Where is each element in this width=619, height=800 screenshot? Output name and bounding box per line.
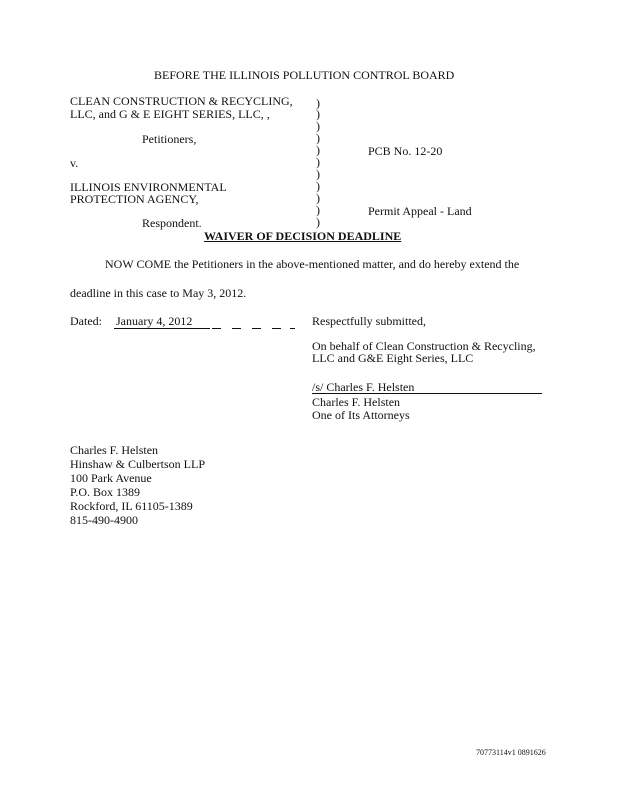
respondent-line-2: PROTECTION AGENCY, (70, 192, 199, 206)
on-behalf-line-2: LLC and G&E Eight Series, LLC (312, 351, 474, 365)
signature-line (312, 393, 542, 394)
address-line-5: Rockford, IL 61105-1389 (70, 499, 193, 513)
date-underline (114, 328, 210, 329)
versus-label: v. (70, 156, 79, 170)
caption-paren: ) (316, 107, 320, 121)
address-line-3: 100 Park Avenue (70, 471, 152, 485)
respondent-label: Respondent. (142, 216, 202, 230)
caption-paren: ) (316, 191, 320, 205)
caption-paren: ) (316, 179, 320, 193)
document-id: 70773114v1 0891626 (476, 748, 546, 757)
caption-paren: ) (316, 131, 320, 145)
date-dash (272, 328, 281, 329)
date-dash (290, 328, 295, 329)
address-line-1: Charles F. Helsten (70, 443, 159, 457)
petitioners-label: Petitioners, (142, 132, 197, 146)
dated-label: Dated: (70, 314, 102, 328)
signer-name: Charles F. Helsten (312, 395, 401, 409)
signer-role: One of Its Attorneys (312, 408, 410, 422)
petitioner-line-1: CLEAN CONSTRUCTION & RECYCLING, (70, 94, 293, 108)
address-line-2: Hinshaw & Culbertson LLP (70, 457, 205, 471)
case-number: PCB No. 12-20 (368, 144, 443, 158)
date-dash (252, 328, 261, 329)
date-value: January 4, 2012 (116, 314, 193, 328)
address-line-6: 815-490-4900 (70, 513, 138, 527)
caption-paren: ) (316, 215, 320, 229)
caption-paren: ) (316, 143, 320, 157)
body-line-1: NOW COME the Petitioners in the above-mentioned matter, and do hereby extend the (105, 257, 520, 271)
on-behalf-line-1: On behalf of Clean Construction & Recycling, (312, 339, 536, 353)
date-dash (232, 328, 241, 329)
caption-paren: ) (316, 167, 320, 181)
respectfully-submitted: Respectfully submitted, (312, 314, 426, 328)
document-title: WAIVER OF DECISION DEADLINE (204, 229, 402, 243)
board-heading: BEFORE THE ILLINOIS POLLUTION CONTROL BOARD (154, 68, 455, 82)
case-type: Permit Appeal - Land (368, 204, 472, 218)
petitioner-line-2: LLC, and G & E EIGHT SERIES, LLC, , (70, 107, 270, 121)
body-line-2: deadline in this case to May 3, 2012. (70, 286, 247, 300)
address-line-4: P.O. Box 1389 (70, 485, 141, 499)
caption-paren: ) (316, 96, 320, 110)
caption-paren: ) (316, 119, 320, 133)
caption-paren: ) (316, 155, 320, 169)
respondent-line-1: ILLINOIS ENVIRONMENTAL (70, 180, 227, 194)
e-signature: /s/ Charles F. Helsten (312, 380, 415, 394)
date-dash (212, 328, 221, 329)
caption-paren: ) (316, 203, 320, 217)
